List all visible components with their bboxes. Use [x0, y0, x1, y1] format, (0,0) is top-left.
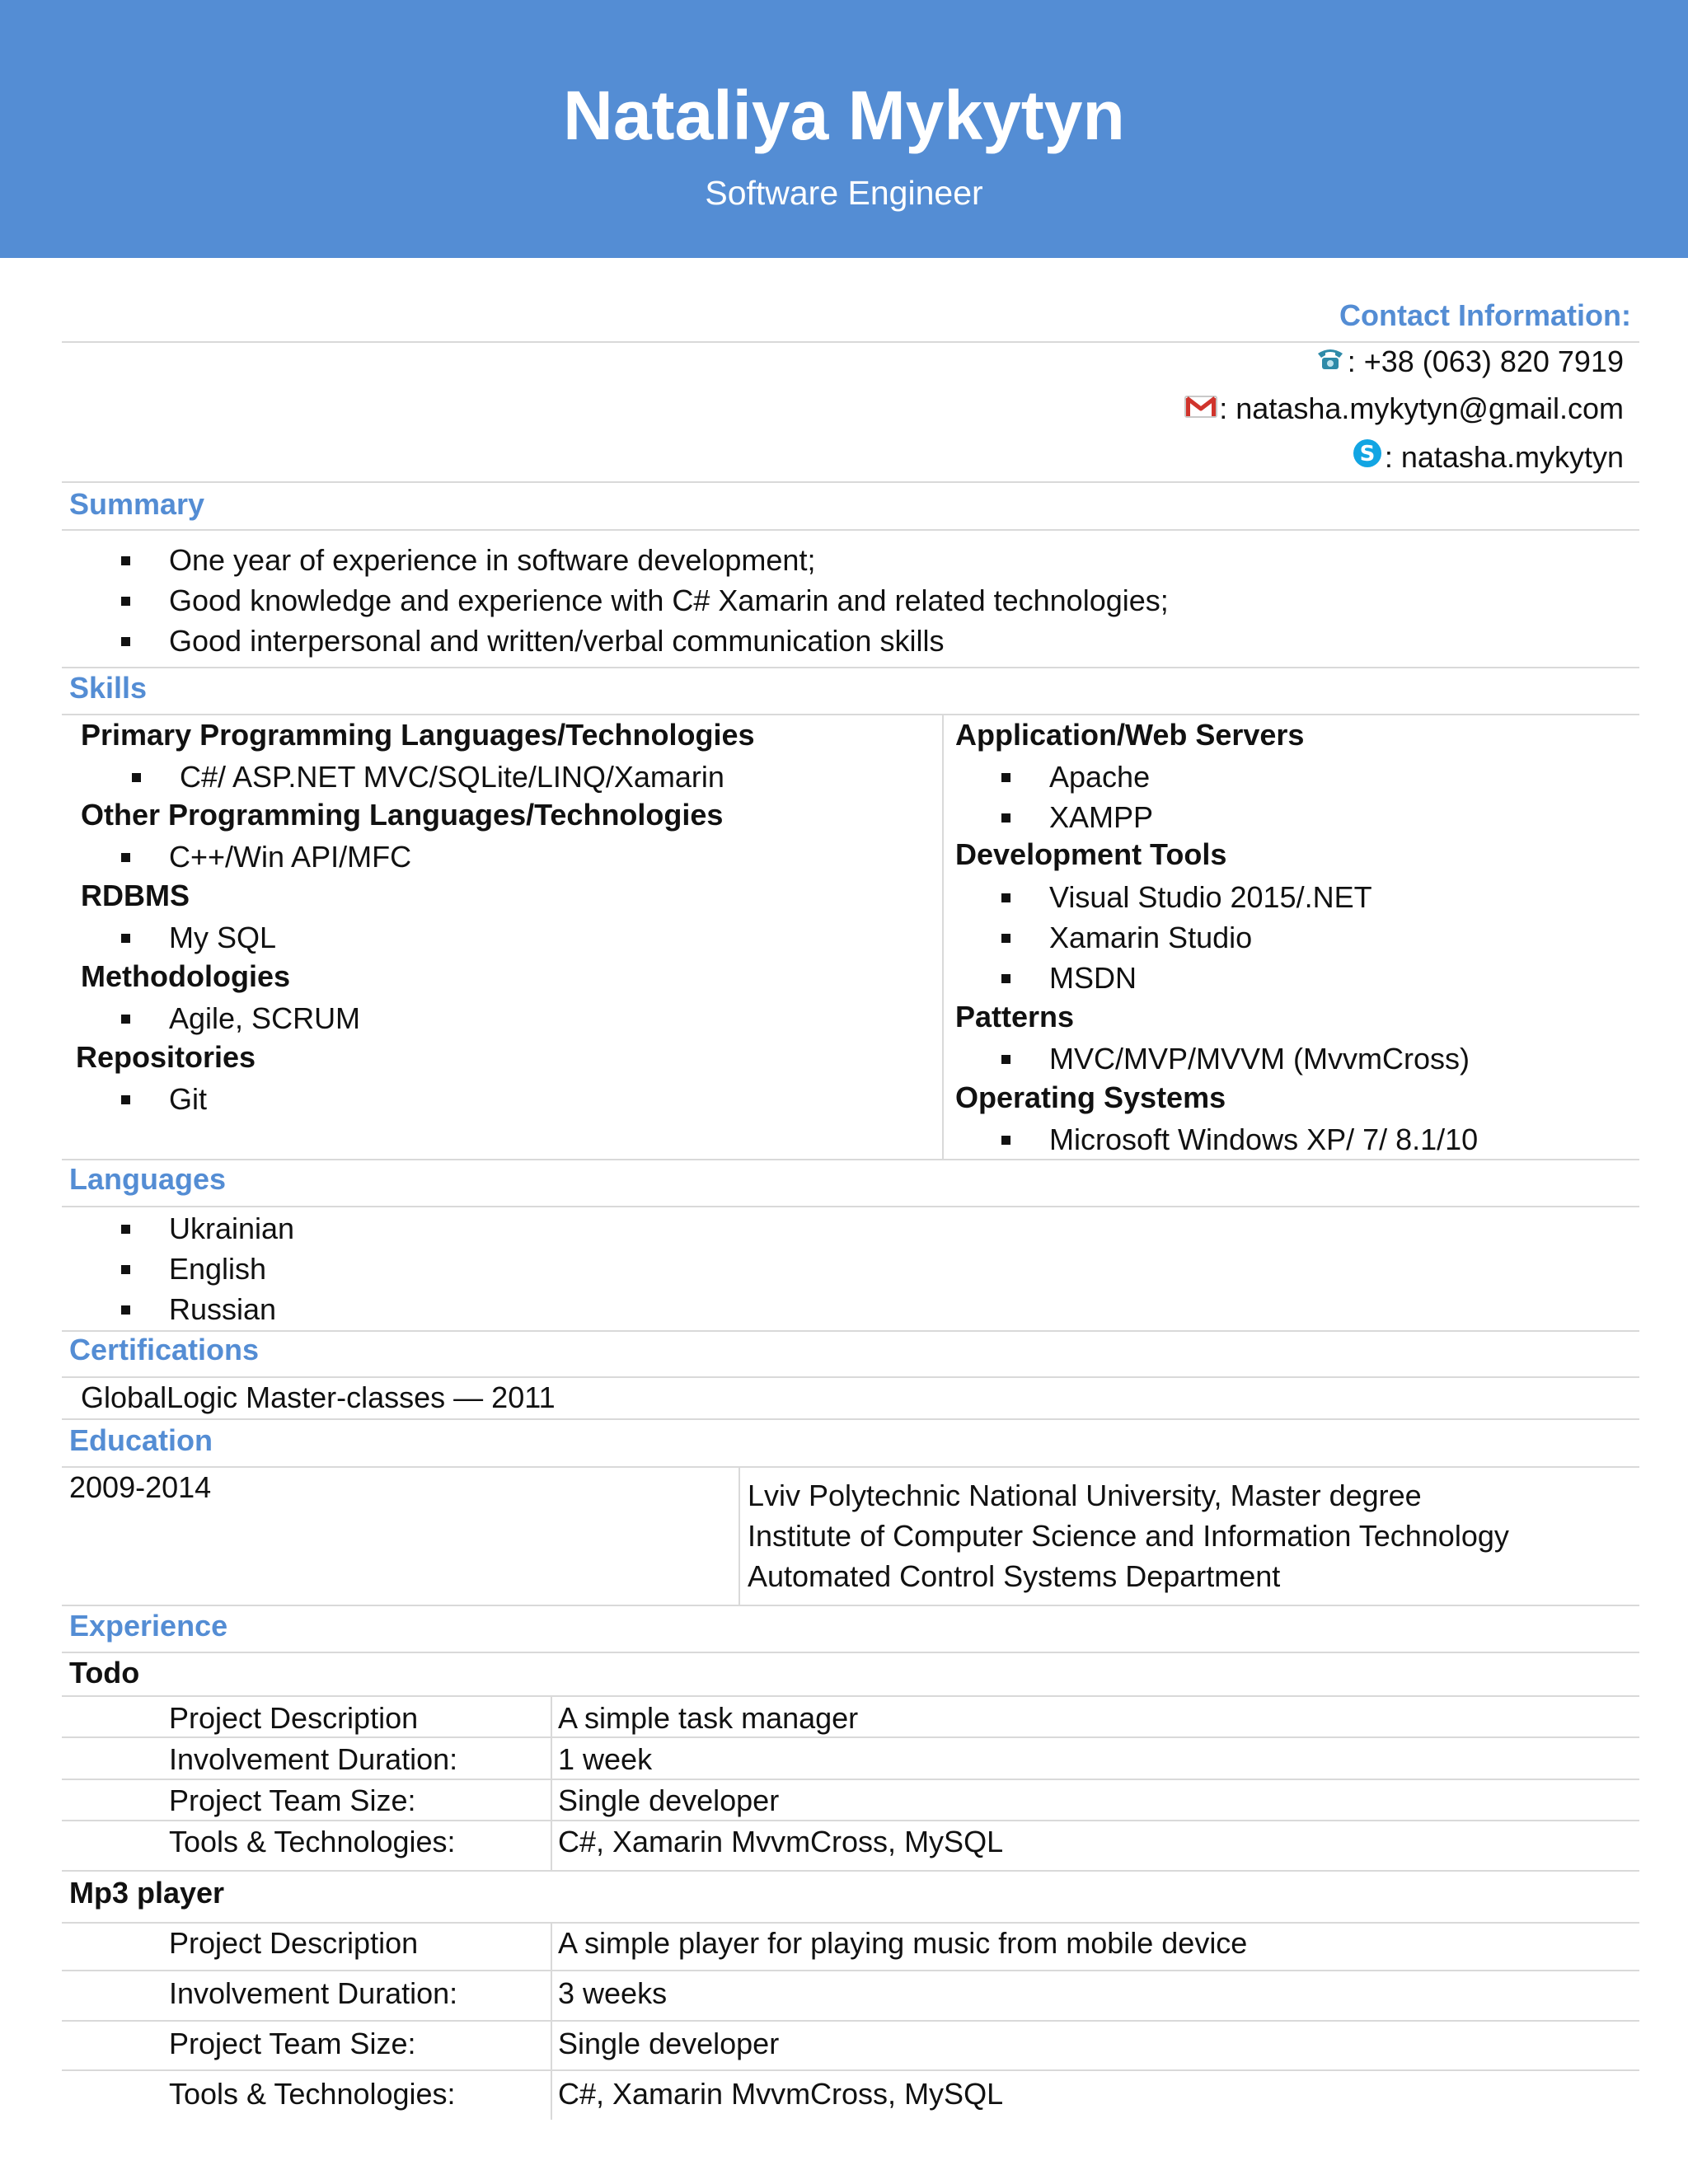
skill-item: Xamarin Studio: [1001, 917, 1372, 958]
contact-phone: [1315, 344, 1624, 379]
experience-heading: Experience: [69, 1609, 228, 1643]
divider: [62, 2020, 1639, 2022]
project-table-divider: [551, 1695, 552, 1870]
languages-heading: Languages: [69, 1162, 227, 1196]
project-title: Todo: [69, 1656, 140, 1690]
skill-item: XAMPP: [1001, 797, 1153, 837]
candidate-title: Software Engineer: [705, 174, 983, 212]
divider: [62, 1466, 1639, 1468]
contact-heading: Contact Information:: [1339, 298, 1631, 332]
skype-icon: [1352, 438, 1383, 476]
education-line: Institute of Computer Science and Information Technology: [748, 1519, 1509, 1553]
skype-text: : natasha.mykytyn: [1384, 439, 1624, 474]
skill-group-items: [1001, 877, 1372, 998]
skill-group-items: [1001, 757, 1153, 837]
divider: [62, 1922, 1639, 1924]
skill-group-title: Development Tools: [955, 837, 1227, 871]
skill-group-items: [132, 757, 724, 797]
skill-group-title: Primary Programming Languages/Technologies: [81, 718, 755, 752]
skill-item: Apache: [1001, 757, 1153, 797]
project-row-label: Project Description: [169, 1926, 419, 1960]
skills-column-divider: [942, 714, 944, 1159]
language-item: Ukrainian: [121, 1208, 294, 1249]
candidate-name: Nataliya Mykytyn: [563, 77, 1125, 154]
skill-group-items: [121, 998, 360, 1038]
project-row-value: C#, Xamarin MvvmCross, MySQL: [558, 1825, 1004, 1858]
skill-group-title: Other Programming Languages/Technologies: [81, 798, 724, 832]
education-years: 2009-2014: [69, 1470, 212, 1504]
project-row-value: A simple task manager: [558, 1701, 859, 1735]
project-row-label: Tools & Technologies:: [169, 2077, 456, 2111]
skill-group-title: RDBMS: [81, 879, 190, 912]
project-row-label: Involvement Duration:: [169, 1976, 458, 2010]
project-row-label: Tools & Technologies:: [169, 1825, 456, 1858]
skill-group-title: Application/Web Servers: [955, 718, 1305, 752]
divider: [62, 529, 1639, 531]
contact-email: [1184, 391, 1624, 426]
divider: [62, 1206, 1639, 1207]
email-text[interactable]: : natasha.mykytyn@gmail.com: [1219, 391, 1624, 425]
project-row-value: Single developer: [558, 1783, 780, 1817]
project-row-value: Single developer: [558, 2027, 780, 2060]
skill-group-items: [121, 837, 411, 877]
phone-icon: [1315, 344, 1346, 379]
skill-group-items: [1001, 1038, 1470, 1079]
divider: [62, 1870, 1639, 1872]
skill-item: Microsoft Windows XP/ 7/ 8.1/10: [1001, 1119, 1478, 1160]
skill-group-items: [1001, 1119, 1478, 1160]
certifications-heading: Certifications: [69, 1333, 260, 1366]
skill-item: C#/ ASP.NET MVC/SQLite/LINQ/Xamarin: [132, 757, 724, 797]
divider: [62, 1820, 1639, 1821]
skill-item: Agile, SCRUM: [121, 998, 360, 1038]
divider: [62, 714, 1639, 715]
divider: [62, 1652, 1639, 1653]
divider: [62, 1159, 1639, 1160]
skill-item: Git: [121, 1079, 207, 1119]
project-row-value: 1 week: [558, 1742, 653, 1776]
project-row-label: Project Team Size:: [169, 2027, 416, 2060]
certification-item: GlobalLogic Master-classes — 2011: [81, 1380, 556, 1414]
skills-heading: Skills: [69, 671, 148, 705]
skill-group-items: [121, 1079, 207, 1119]
gmail-icon: [1184, 391, 1217, 426]
project-row-label: Project Description: [169, 1701, 419, 1735]
summary-item: One year of experience in software development;: [121, 540, 1169, 580]
project-row-label: Project Team Size:: [169, 1783, 416, 1817]
phone-text: : +38 (063) 820 7919: [1347, 344, 1624, 378]
svg-text:S: S: [1359, 442, 1376, 466]
project-title: Mp3 player: [69, 1876, 225, 1910]
project-row-label: Involvement Duration:: [169, 1742, 458, 1776]
skill-group-title: Repositories: [76, 1040, 256, 1074]
summary-item: Good interpersonal and written/verbal communication skills: [121, 621, 1169, 661]
project-row-value: C#, Xamarin MvvmCross, MySQL: [558, 2077, 1004, 2111]
skill-group-title: Methodologies: [81, 959, 290, 993]
education-line: Lviv Polytechnic National University, Master degree: [748, 1479, 1422, 1512]
divider: [62, 481, 1639, 483]
skill-item: My SQL: [121, 917, 276, 958]
summary-item: Good knowledge and experience with C# Xamarin and related technologies;: [121, 580, 1169, 621]
skill-group-items: [121, 917, 276, 958]
skill-item: Visual Studio 2015/.NET: [1001, 877, 1372, 917]
skill-group-title: Operating Systems: [955, 1080, 1226, 1114]
summary-heading: Summary: [69, 487, 205, 521]
languages-list: [121, 1208, 294, 1329]
divider: [62, 667, 1639, 668]
language-item: English: [121, 1249, 294, 1289]
contact-skype: [1352, 438, 1624, 476]
skill-group-title: Patterns: [955, 1000, 1075, 1033]
language-item: Russian: [121, 1289, 294, 1329]
education-line: Automated Control Systems Department: [748, 1559, 1281, 1593]
resume-header: [0, 0, 1688, 258]
summary-list: [121, 540, 1169, 661]
divider: [62, 1736, 1639, 1738]
skill-item: C++/Win API/MFC: [121, 837, 411, 877]
divider: [62, 1376, 1639, 1378]
divider: [62, 1418, 1639, 1420]
project-row-value: 3 weeks: [558, 1976, 668, 2010]
skill-item: MVC/MVP/MVVM (MvvmCross): [1001, 1038, 1470, 1079]
education-heading: Education: [69, 1423, 213, 1457]
project-row-value: A simple player for playing music from mobile device: [558, 1926, 1248, 1960]
education-column-divider: [738, 1466, 740, 1605]
divider: [62, 1330, 1639, 1332]
skill-item: MSDN: [1001, 958, 1372, 998]
divider: [62, 1695, 1639, 1697]
divider: [62, 341, 1639, 343]
divider: [62, 1605, 1639, 1606]
divider: [62, 2069, 1639, 2071]
divider: [62, 1970, 1639, 1971]
divider: [62, 1779, 1639, 1780]
